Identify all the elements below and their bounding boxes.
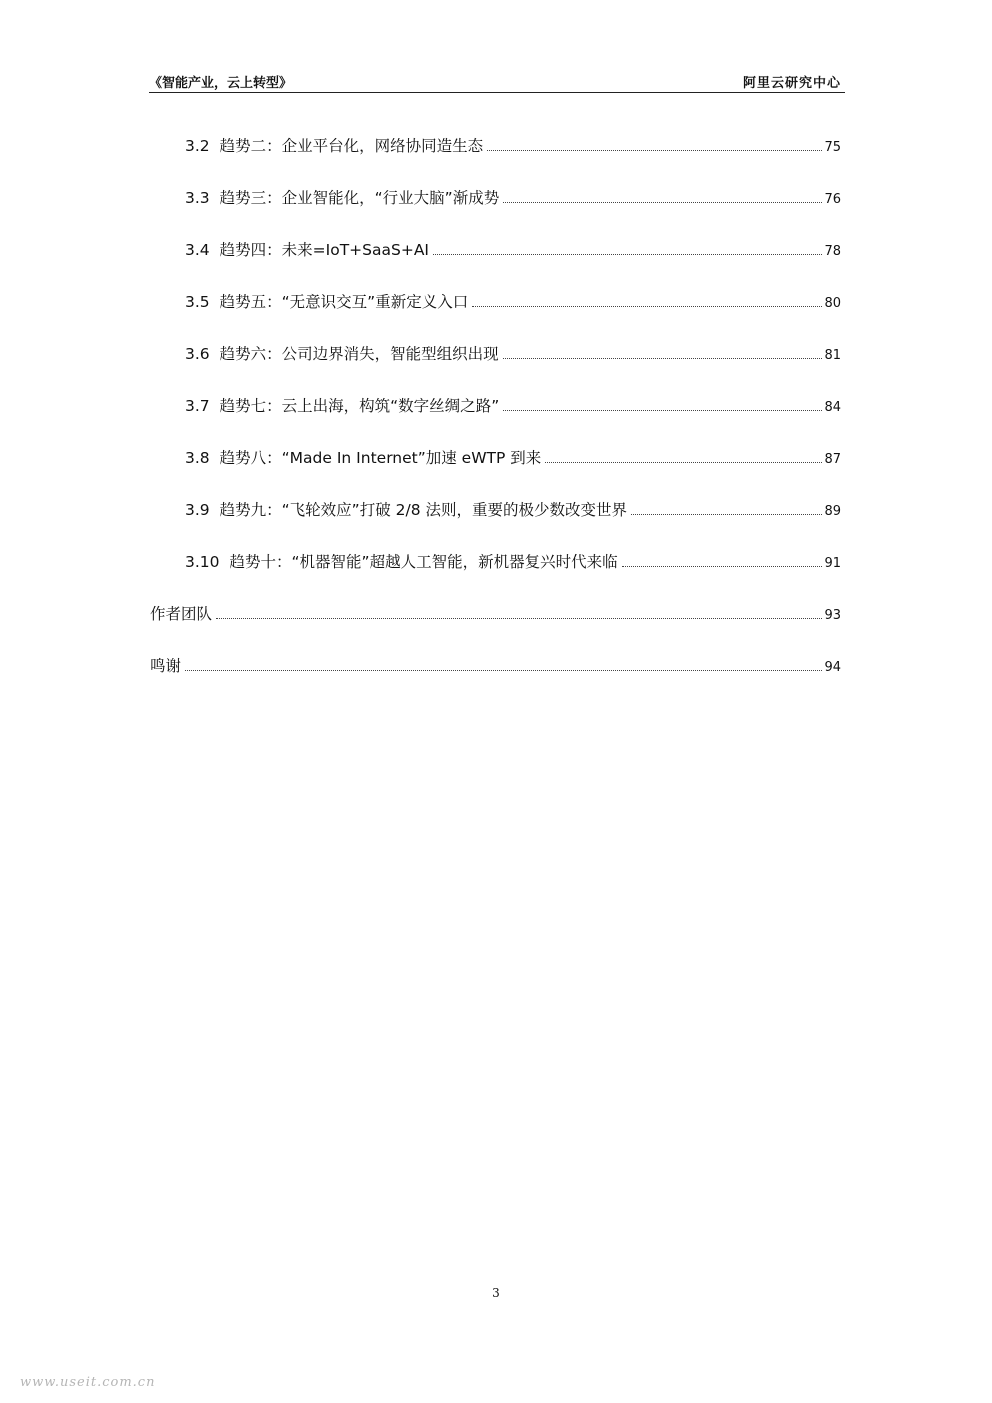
toc-entry-title: 趋势九：“飞轮效应”打破 2/8 法则，重要的极少数改变世界 <box>219 501 628 519</box>
toc-entry-title: 趋势四：未来=IoT+SaaS+AI <box>219 241 429 259</box>
toc-entry-page: 93 <box>824 608 841 623</box>
dot-leader <box>185 658 822 672</box>
dot-leader <box>472 294 822 308</box>
toc-entry[interactable] <box>185 550 841 574</box>
dot-leader <box>545 450 822 464</box>
toc-entry-number: 3.7 <box>185 397 210 415</box>
toc-entry-page: 76 <box>824 192 841 207</box>
toc-entry[interactable] <box>185 134 841 158</box>
toc-entry-title: 鸣谢 <box>150 657 182 675</box>
toc-entry[interactable] <box>185 290 841 314</box>
toc-entry-number: 3.10 <box>185 553 220 571</box>
dot-leader <box>503 346 823 360</box>
toc-entry[interactable] <box>185 238 841 262</box>
toc-entry-page: 94 <box>824 660 841 675</box>
document-title: 《智能产业，云上转型》 <box>149 76 293 91</box>
toc-entry-page: 75 <box>824 140 841 155</box>
toc-entry-title: 趋势五：“无意识交互”重新定义入口 <box>219 293 469 311</box>
toc-entry-title: 趋势七：云上出海，构筑“数字丝绸之路” <box>219 397 500 415</box>
dot-leader <box>487 138 822 152</box>
toc-entry[interactable] <box>185 498 841 522</box>
toc-entry-number: 3.9 <box>185 501 210 519</box>
toc-entry-page: 81 <box>824 348 841 363</box>
toc-entry-page: 91 <box>824 556 841 571</box>
toc-entry[interactable] <box>185 342 841 366</box>
toc-entry-number: 3.8 <box>185 449 210 467</box>
toc-entry-number: 3.6 <box>185 345 210 363</box>
toc-entry-title: 趋势八：“Made In Internet”加速 eWTP 到来 <box>219 449 542 467</box>
dot-leader <box>503 190 822 204</box>
toc-entry[interactable] <box>185 186 841 210</box>
toc-entry-number: 3.5 <box>185 293 210 311</box>
toc-entry-page: 78 <box>824 244 841 259</box>
toc-entry-title: 趋势三：企业智能化，“行业大脑”渐成势 <box>219 189 500 207</box>
toc-entry-title: 趋势六：公司边界消失，智能型组织出现 <box>219 345 499 363</box>
organization-name: 阿里云研究中心 <box>742 76 841 91</box>
toc-entry[interactable] <box>150 654 841 678</box>
dot-leader <box>622 554 823 568</box>
toc-entry[interactable] <box>185 394 841 418</box>
toc-entry-page: 84 <box>824 400 841 415</box>
running-header <box>149 70 845 93</box>
dot-leader <box>631 502 822 516</box>
dot-leader <box>216 606 822 620</box>
toc-entry[interactable] <box>185 446 841 470</box>
toc-entry[interactable] <box>150 602 841 626</box>
toc-entry-title: 趋势十：“机器智能”超越人工智能，新机器复兴时代来临 <box>229 553 618 571</box>
toc-entry-number: 3.3 <box>185 189 210 207</box>
dot-leader <box>503 398 822 412</box>
toc-entry-page: 80 <box>824 296 841 311</box>
toc-entry-number: 3.4 <box>185 241 210 259</box>
page-number: 3 <box>492 1286 500 1300</box>
toc-entry-title: 趋势二：企业平台化，网络协同造生态 <box>219 137 484 155</box>
toc-entry-title: 作者团队 <box>150 605 213 623</box>
toc-entry-page: 89 <box>824 504 841 519</box>
toc-entry-number: 3.2 <box>185 137 210 155</box>
toc-entry-page: 87 <box>824 452 841 467</box>
dot-leader <box>433 242 822 256</box>
watermark-text: www.useit.com.cn <box>20 1375 156 1390</box>
